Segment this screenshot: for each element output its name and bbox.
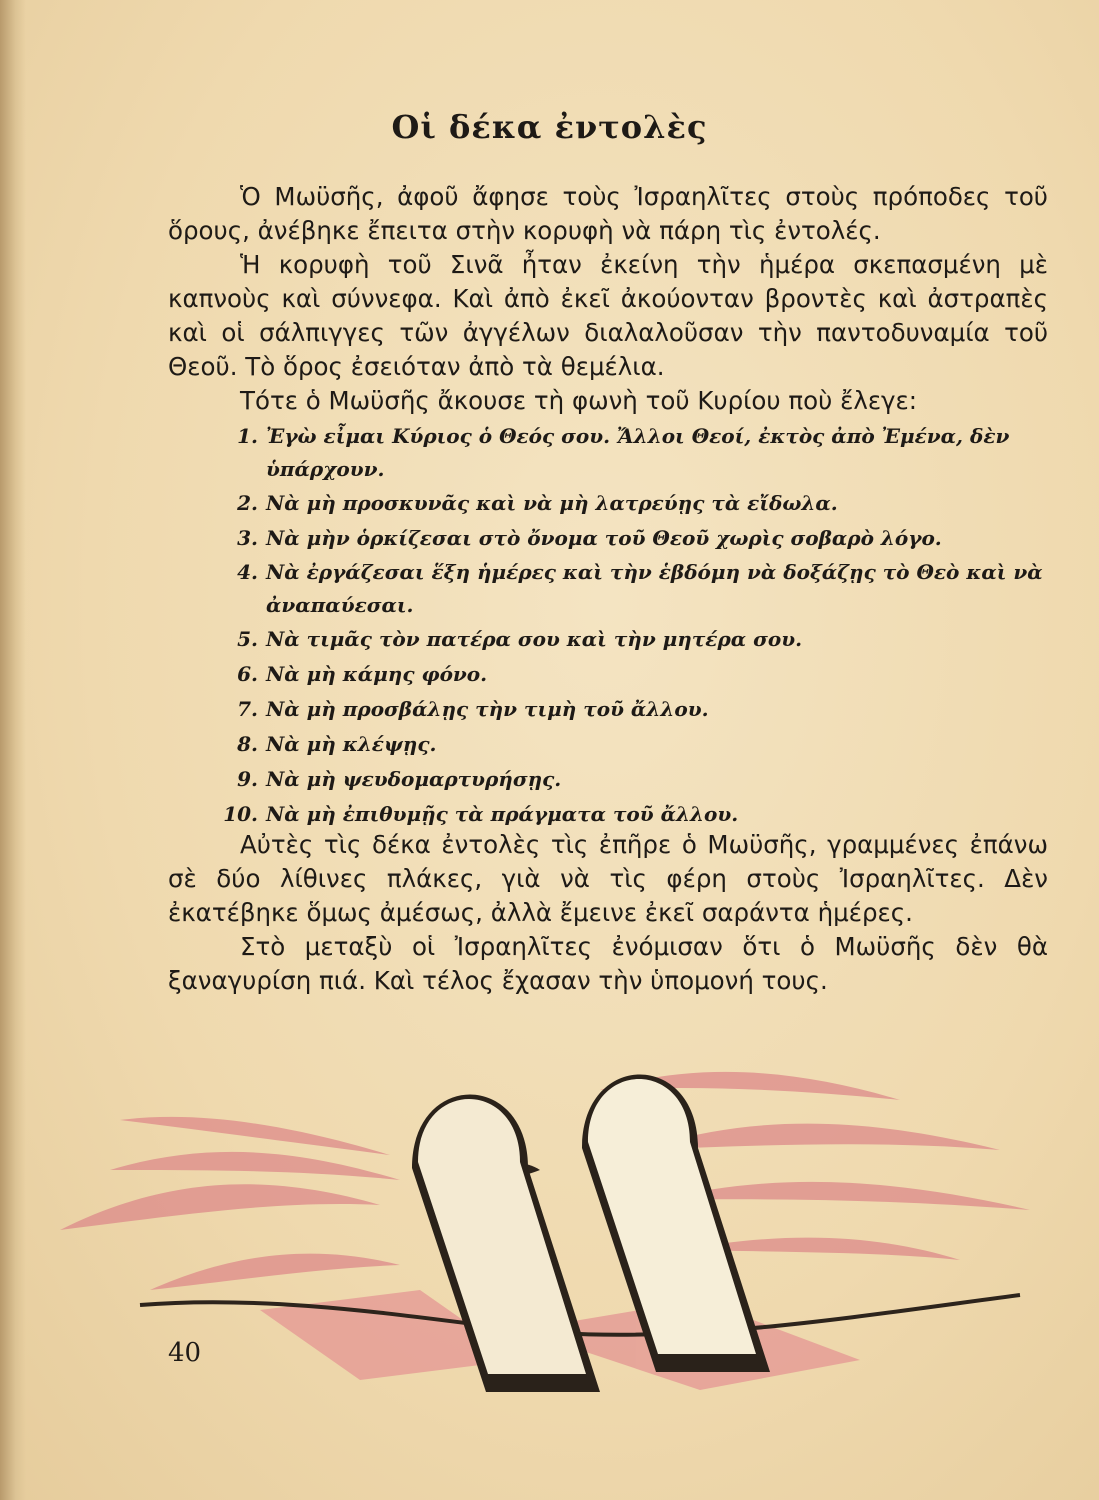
commandment-number: 7. <box>237 697 258 721</box>
commandment-number: 1. <box>237 424 258 448</box>
commandment-number: 10. <box>223 802 258 826</box>
paragraph-4: Αὐτὲς τὶς δέκα ἐντολὲς τὶς ἐπῆρε ὁ Μωϋσῆς, γραμμένες ἐπάνω σὲ δύο λίθινες πλάκες, γιὰ νὰ τὶς φέρη στοὺς Ἰσραηλῖτες. Δὲν ἐκατέβηκε ὅμως ἀμέσως, ἀλλὰ ἔμεινε ἐκεῖ σαράντα ἡμέρες. <box>168 830 1048 927</box>
commandment-text: Νὰ ἐργάζεσαι ἕξη ἡμέρες καὶ τὴν ἑβδόμη νὰ δοξάζῃς τὸ Θεὸ καὶ νὰ ἀναπαύεσαι. <box>266 560 1043 617</box>
commandment-text: Ἐγὼ εἶμαι Κύριος ὁ Θεός σου. Ἄλλοι Θεοί, ἐκτὸς ἀπὸ Ἐμένα, δὲν ὑπάρχουν. <box>266 424 1010 481</box>
commandment-item <box>222 622 1052 657</box>
commandment-number: 6. <box>237 662 258 686</box>
commandment-number: 4. <box>237 560 258 584</box>
paragraph-1: Ὁ Μωϋσῆς, ἀφοῦ ἄφησε τοὺς Ἰσραηλῖτες στοὺς πρόποδες τοῦ ὅρους, ἀνέβηκε ἔπειτα στὴν κορυφὴ νὰ πάρη τὶς ἐντολές. <box>168 182 1048 245</box>
commandment-text: Νὰ τιμᾶς τὸν πατέρα σου καὶ τὴν μητέρα σου. <box>266 627 803 651</box>
commandment-item <box>222 556 1052 622</box>
commandment-item <box>222 727 1052 762</box>
tablets-illustration <box>0 1030 1099 1500</box>
page-title: Οἱ δέκα ἐντολὲς <box>391 108 708 146</box>
commandment-item <box>222 762 1052 797</box>
commandment-text: Νὰ μὴ ψευδομαρτυρήσῃς. <box>266 767 562 791</box>
commandment-text: Νὰ μὴ κάμης φόνο. <box>266 662 488 686</box>
paragraph-2: Ἡ κορυφὴ τοῦ Σινᾶ ἦταν ἐκείνη τὴν ἡμέρα σκεπασμένη μὲ καπνοὺς καὶ σύννεφα. Καὶ ἀπὸ ἐκεῖ ἀκούονταν βροντὲς καὶ ἀστραπὲς καὶ οἱ σάλπιγγες τῶν ἀγγέλων διαλαλοῦσαν τὴν παντοδυναμία τοῦ Θεοῦ. Τὸ ὅρος ἐσειόταν ἀπὸ τὰ θεμέλια. <box>168 250 1048 381</box>
commandment-number: 9. <box>237 767 258 791</box>
commandment-item <box>222 797 1052 832</box>
commandment-text: Νὰ μὴ κλέψῃς. <box>266 732 437 756</box>
commandment-number: 2. <box>237 491 258 515</box>
paragraph-5: Στὸ μεταξὺ οἱ Ἰσραηλῖτες ἐνόμισαν ὅτι ὁ Μωϋσῆς δὲν θὰ ξαναγυρίση πιά. Καὶ τέλος ἔχασαν τὴν ὑπομονή τους. <box>168 932 1048 995</box>
commandment-item <box>222 657 1052 692</box>
commandment-item <box>222 692 1052 727</box>
commandment-item <box>222 521 1052 556</box>
commandment-item <box>222 420 1052 486</box>
commandment-text: Νὰ μὴ προσκυνᾶς καὶ νὰ μὴ λατρεύῃς τὰ εἴδωλα. <box>266 491 838 515</box>
commandments-list <box>222 420 1052 832</box>
commandment-number: 8. <box>237 732 258 756</box>
commandment-text: Νὰ μὴ προσβάλῃς τὴν τιμὴ τοῦ ἄλλου. <box>266 697 709 721</box>
paragraph-3: Τότε ὁ Μωϋσῆς ἄκουσε τὴ φωνὴ τοῦ Κυρίου ποὺ ἔλεγε: <box>240 386 918 415</box>
commandment-text: Νὰ μὴν ὁρκίζεσαι στὸ ὄνομα τοῦ Θεοῦ χωρὶς σοβαρὸ λόγο. <box>266 526 942 550</box>
commandment-number: 5. <box>237 627 258 651</box>
commandment-text: Νὰ μὴ ἐπιθυμῇς τὰ πράγματα τοῦ ἄλλου. <box>266 802 739 826</box>
commandment-number: 3. <box>237 526 258 550</box>
page-number: 40 <box>168 1338 202 1368</box>
commandment-item <box>222 486 1052 521</box>
